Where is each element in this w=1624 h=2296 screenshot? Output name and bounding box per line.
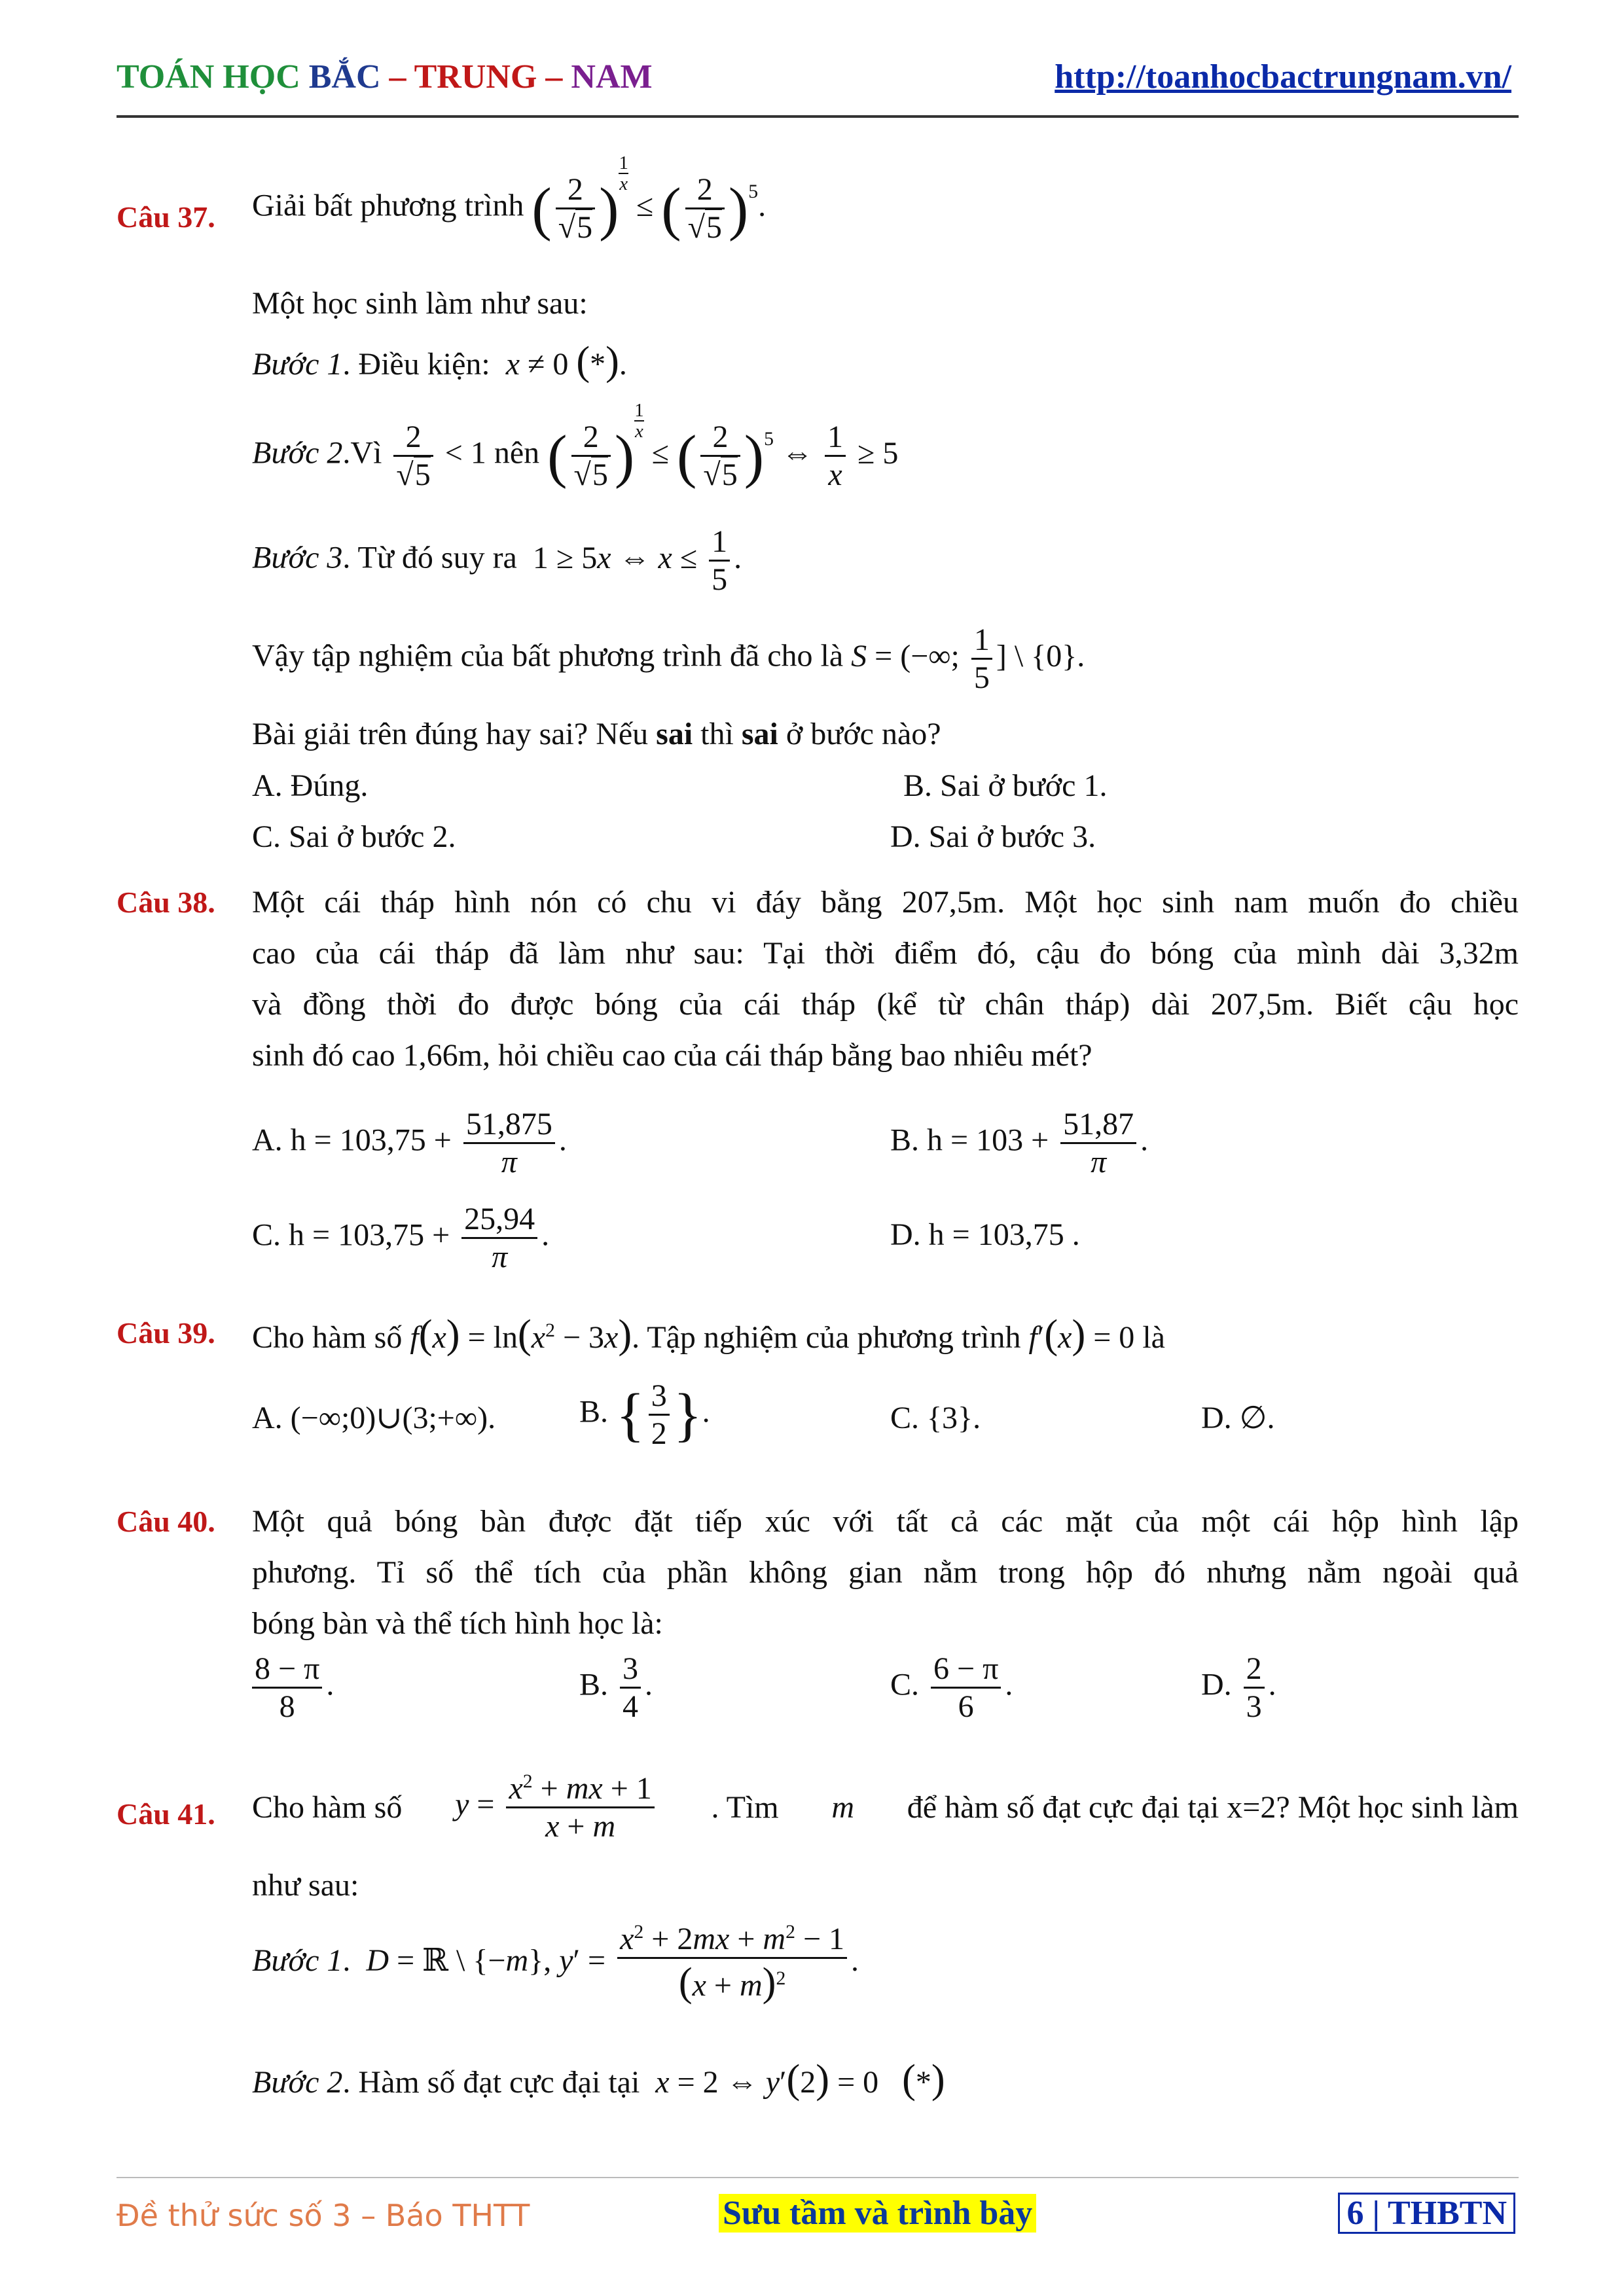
q37-question-a: Bài giải trên đúng hay sai? Nếu (252, 717, 649, 751)
q40-option-a[interactable]: $\frac{8 - \pi}{8}$ . (252, 1651, 334, 1725)
q40-optA-num: 8 − π (252, 1651, 322, 1689)
q40-line3: bóng bàn và thể tích hình học là: (252, 1606, 663, 1641)
q40-label: Câu 40. (117, 1505, 215, 1538)
footer-page-number: 6 (1346, 2195, 1364, 2232)
q37-prompt (252, 152, 767, 245)
header-brand (117, 58, 653, 96)
q37-step3-math: 1 ≥ 5x ⇔ x ≤ $\frac{1}{5}$ . (524, 524, 742, 598)
brand-part4: NAM (571, 58, 653, 96)
q37-step3-label: Bước 3 (252, 540, 343, 575)
q41-step1-label: Bước 1 (252, 1943, 343, 1978)
q40-option-c[interactable]: C. $\frac{6 - \pi}{6}$ . (890, 1651, 1013, 1725)
q41-prompt-a: Cho hàm số (252, 1789, 403, 1825)
q41-function: y = $\frac{x^2 + mx + 1}{x + m}$ (455, 1770, 659, 1844)
q37-step3 (252, 524, 742, 598)
q38-optC-den: π (492, 1240, 508, 1275)
q37-step3-text: . Từ đó suy ra (342, 540, 517, 575)
q37-question-bold2: sai (741, 717, 778, 751)
q37-step1-text: . Điều kiện: (342, 347, 490, 382)
q38-line2: cao của cái tháp đã làm như sau: Tại thời điểm đó, cậu đo bóng của mình dài 3,32m (252, 936, 1519, 971)
footer-page (1338, 2194, 1515, 2233)
q40-line2: phương. Tỉ số thể tích của phần không gian nằm trong hộp đó nhưng nằm ngoài quả (252, 1555, 1519, 1590)
q37-solution-set: S = (−∞; $\frac{1}{5}$ ] \ {0}. (851, 622, 1085, 696)
q38-line3: và đồng thời đo được bóng của cái tháp (kể từ chân tháp) dài 207,5m. Biết cậu học (252, 987, 1519, 1022)
q40-line1: Một quả bóng bàn được đặt tiếp xúc với tất cả các mặt của một cái hộp hình lập (252, 1504, 1519, 1539)
q40-optD-den: 3 (1246, 1689, 1262, 1725)
brand-part3: TRUNG (414, 58, 537, 96)
q37-step1-label: Bước 1 (252, 347, 343, 382)
q41-step2 (252, 2055, 945, 2104)
q38-line4: sinh đó cao 1,66m, hỏi chiều cao của cái tháp bằng bao nhiêu mét? (252, 1038, 1092, 1073)
q39-prompt-b: . Tập nghiệm của phương trình (632, 1320, 1021, 1355)
q38-option-a[interactable]: A. h = 103,75 + $\frac{51,875}{\pi}$ . (252, 1107, 567, 1180)
q39-function: $f(x) = \ln(x^2 - 3x)$ (410, 1312, 632, 1357)
q37-step2-mid: nên (494, 435, 540, 471)
q38-optB-num: 51,87 (1060, 1106, 1136, 1144)
q37-conclusion-text: Vậy tập nghiệm của bất phương trình đã cho là (252, 638, 844, 673)
q37-prompt-text: Giải bất phương trình (252, 188, 524, 223)
q40-option-d[interactable]: D. $\frac{2}{3}$ . (1201, 1651, 1276, 1725)
footer-center: Sưu tầm và trình bày (719, 2194, 1036, 2233)
q41-step2-text: . Hàm số đạt cực đại tại (342, 2065, 640, 2100)
q38-optB-lead: B. h = 103 + (890, 1122, 1049, 1158)
q38-option-d[interactable]: D. h = 103,75 . (890, 1217, 1080, 1252)
q37-conclusion (252, 622, 1085, 696)
q38-option-b[interactable]: B. h = 103 + $\frac{51,87}{\pi}$ . (890, 1107, 1149, 1180)
q41-step2-math: x = 2 ⇔ y′(2) = 0 (*) (647, 2056, 945, 2102)
q37-option-b[interactable]: B. Sai ở bước 1. (903, 768, 1108, 803)
q38-optA-den: π (501, 1145, 517, 1180)
q40-optC-den: 6 (958, 1689, 974, 1725)
q41-prompt-b: . Tìm (711, 1789, 779, 1825)
q38-optA-lead: A. h = 103,75 + (252, 1122, 452, 1158)
header-divider (117, 115, 1519, 118)
footer-right-text: | THBTN (1372, 2195, 1507, 2232)
q41-step1-math: D = ℝ \ {−m}, y′ = $\frac{x^2 + 2mx + m^2 - 1}{(x + m)^2}$ . (358, 1921, 859, 2005)
q37-step2-text: .Vì (342, 435, 382, 471)
q39-prompt (252, 1310, 1165, 1359)
brand-sep1: – (389, 58, 406, 96)
q39-prompt-a: Cho hàm số (252, 1320, 403, 1355)
q40-optC-num: 6 − π (931, 1651, 1001, 1689)
q37-step2-label: Bước 2 (252, 435, 343, 471)
header-url-link[interactable]: http://toanhocbactrungnam.vn/ (1055, 58, 1511, 96)
q37-step1-math: x ≠ 0 (*). (497, 338, 627, 384)
q38-label: Câu 38. (117, 886, 215, 919)
q39-option-b[interactable]: B. { $\frac{3}{2}$ }. (579, 1378, 710, 1452)
q38-option-c[interactable]: C. h = 103,75 + $\frac{25,94}{\pi}$ . (252, 1202, 550, 1275)
q37-intro: Một học sinh làm như sau: (252, 286, 588, 321)
q40-optB-num: 3 (620, 1651, 641, 1689)
q39-option-a[interactable]: A. (−∞;0)∪(3;+∞). (252, 1401, 496, 1435)
q39-label: Câu 39. (117, 1316, 215, 1350)
q39-option-c[interactable]: C. {3}. (890, 1401, 981, 1435)
q37-option-c[interactable]: C. Sai ở bước 2. (252, 819, 456, 854)
q37-question-c: ở bước nào? (785, 717, 941, 751)
q37-question-b: thì (700, 717, 734, 751)
q37-option-a[interactable]: A. Đúng. (252, 768, 369, 803)
q37-label: Câu 37. (117, 200, 215, 234)
q41-prompt-c: để hàm số đạt cực đại tại x=2? Một học sinh làm (907, 1789, 1519, 1825)
q40-optD-lead: D. (1201, 1667, 1232, 1702)
brand-part2: BẮC (308, 58, 381, 96)
q38-line1: Một cái tháp hình nón có chu vi đáy bằng 207,5m. Một học sinh nam muốn đo chiều (252, 885, 1519, 920)
q39-prompt-c: là (1142, 1320, 1165, 1355)
q41-prompt (252, 1770, 1519, 1844)
q41-step2-label: Bước 2 (252, 2065, 343, 2100)
brand-part1: TOÁN HỌC (117, 58, 300, 96)
q39-optB-lead: B. (579, 1394, 609, 1429)
q39-option-d[interactable]: D. ∅. (1201, 1401, 1275, 1435)
q40-optA-den: 8 (279, 1689, 295, 1725)
q37-option-d[interactable]: D. Sai ở bước 3. (890, 819, 1096, 854)
q40-optD-num: 2 (1244, 1651, 1265, 1689)
brand-sep2: – (545, 58, 563, 96)
q37-inequality: ( $\frac{2}{√5}$ ) $\frac{1}{x}$ ≤ ( $\frac{2}{√5}$ )$^5$. (532, 152, 767, 245)
footer-left: Đề thử sức số 3 – Báo THTT (117, 2198, 530, 2233)
q38-optC-num: 25,94 (461, 1201, 537, 1239)
q37-step1 (252, 337, 627, 386)
q41-step1: Bước 1. D = ℝ \ {−m}, y′ = $\frac{x^2 + 2mx + m^2 - 1}{(x + m)^2}$ . (252, 1921, 859, 2005)
q41-param: m (831, 1789, 855, 1825)
q37-question (252, 715, 941, 753)
q38-optA-num: 51,875 (463, 1106, 555, 1144)
q40-optC-lead: C. (890, 1667, 920, 1702)
q40-option-b[interactable]: B. $\frac{3}{4}$ . (579, 1651, 653, 1725)
q38-optB-den: π (1091, 1145, 1107, 1180)
footer-divider (117, 2177, 1519, 2178)
q40-optB-lead: B. (579, 1667, 609, 1702)
q38-optC-lead: C. h = 103,75 + (252, 1217, 450, 1253)
q40-body (252, 1496, 1519, 1649)
q40-optB-den: 4 (623, 1689, 639, 1725)
q41-label: Câu 41. (117, 1797, 215, 1831)
q37-question-bold1: sai (656, 717, 693, 751)
q37-step2: Bước 2.Vì $\frac{2}{√5}$ < 1 nên ( $\frac{2}{√5}$ ) $\frac{1}{x}$ ≤ ( $\frac{2}{√5}$ )$^5$ ⇔ $\frac{1}{x}$ ≥ 5 (252, 400, 899, 493)
q38-body (252, 877, 1519, 1081)
q37-step2-math: ( $\frac{2}{√5}$ ) $\frac{1}{x}$ ≤ ( $\frac{2}{√5}$ )$^5$ ⇔ $\frac{1}{x}$ ≥ 5 (547, 400, 899, 493)
q39-derivative: f′(x) = 0 (1028, 1312, 1135, 1357)
q41-line2: như sau: (252, 1868, 359, 1903)
